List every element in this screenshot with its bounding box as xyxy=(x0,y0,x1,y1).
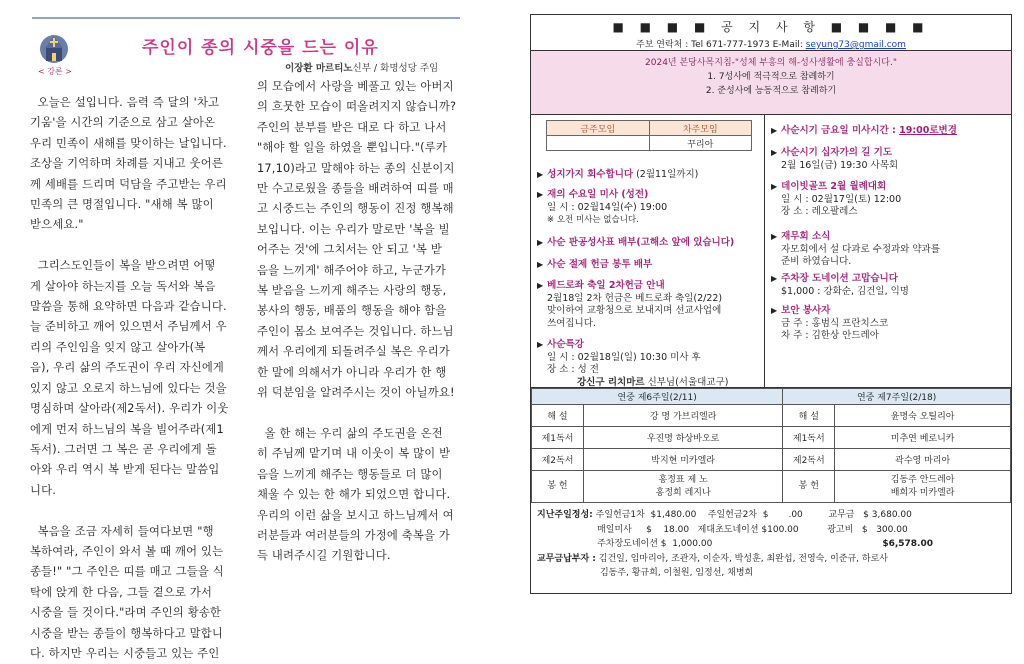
guideline-line-1: 1. 7성사에 적극적으로 참례하기 xyxy=(707,72,835,82)
sermon-line: 음을 느끼게 해주는 행동들로 더 많이 xyxy=(257,467,443,481)
sermon-line: 의 흐뭇한 모습이 떠올려지지 않습니까? xyxy=(257,100,457,114)
sermon-column-1 xyxy=(30,93,228,664)
sermon-line: 히 주님께 맡기며 내 이웃이 복 많이 받 xyxy=(257,447,451,461)
sermon-line: 받으세요." xyxy=(30,218,84,232)
sermon-line: 늘 준비하고 깨어 있으면서 주님께서 우 xyxy=(30,320,227,334)
table-row: 해 설 강 명 가브리엘라 해 설 윤명숙 오틸리아 xyxy=(532,405,1011,427)
liturgy-schedule-table xyxy=(531,388,1011,503)
sermon-line: 위 덕분임을 알려주시는 것이 아닐까요! xyxy=(257,386,455,400)
sermon-line: 독서). 그러면 그 복은 곧 우리에게 돌 xyxy=(30,442,217,456)
bullet-arrow-icon: ▶ xyxy=(537,170,544,179)
sermon-line xyxy=(30,501,228,521)
sermon-line: 복음을 조금 자세히 들여다보면 "행 xyxy=(30,524,214,538)
sermon-line: 한 말에 의해서가 아니라 우리가 한 행 xyxy=(257,365,447,379)
bullet-arrow-icon: ▶ xyxy=(771,274,778,283)
notice-ash-wednesday: ▶ 재의 수요일 미사 (성전) 일 시 : 02월14일(수) 19:00 ※ 오전 미사는 없습니다. xyxy=(537,189,668,225)
bullet-arrow-icon: ▶ xyxy=(771,306,778,315)
notice-lent-lecture: ▶ 사순특강 일 시 : 02월18일(일) 10:30 미사 후 장 소 : 성 전 강신구 리치마르 신부님(서울대교구) xyxy=(537,339,729,388)
sermon-title: 주인이 종의 시중을 드는 이유 xyxy=(142,38,379,58)
sermon-line: 오늘은 설입니다. 음력 즉 달의 '차고 xyxy=(30,96,220,109)
bullet-arrow-icon: ▶ xyxy=(537,260,544,269)
sermon-line: 종들!" "그 주인은 띠를 매고 그들을 식 xyxy=(30,565,224,579)
sermon-line: 시중을 들 것이다."라며 주인의 황송한 xyxy=(30,606,222,620)
notice-lent-envelope: ▶ 사순 절제 헌금 봉투 배부 xyxy=(537,259,653,270)
sermon-line: 득 내려주시길 기원합니다. xyxy=(257,549,391,563)
sermon-line: 보입니다. 이는 우리가 말로만 '복을 빌 xyxy=(257,222,450,236)
meeting-table xyxy=(546,120,752,151)
sermon-line: 만 수고로웠을 종들을 배려하여 띠를 매 xyxy=(257,182,454,196)
next-week-meeting-cell: 꾸리아 xyxy=(649,136,752,151)
sermon-line: 음), 우리 삶의 주도권이 우리 자신에게 xyxy=(30,361,225,375)
sermon-line: 말씀을 통해 요약하면 다음과 같습니다. xyxy=(30,300,227,314)
next-week-meeting-header: 차주모임 xyxy=(649,121,752,136)
sermon-line: 그리스도인들이 복을 받으려면 어떻 xyxy=(30,259,216,273)
notice-golf-tournament: ▶ 데이빗골프 2월 월례대회 일 시 : 02월17일(토) 12:00 장 소 : 레오팔레스 xyxy=(771,181,902,217)
notice-page xyxy=(530,14,1012,594)
guideline-line-2: 2. 준성사에 능동적으로 참례하기 xyxy=(705,86,837,96)
church-emblem-icon xyxy=(37,33,71,65)
bullet-arrow-icon: ▶ xyxy=(537,190,544,199)
sermon-line: 복하여라, 주인이 와서 볼 때 깨어 있는 xyxy=(30,544,224,558)
notice-finance-news: ▶ 재무회 소식 자모회에서 설 다과로 수정과와 약과를 준비 하였습니다. xyxy=(771,231,940,267)
emblem-caption: < 강론 > xyxy=(38,67,72,76)
bullet-arrow-icon: ▶ xyxy=(537,281,544,290)
sermon-line xyxy=(30,236,228,256)
this-week-meeting-header: 금주모임 xyxy=(547,121,650,136)
notice-header xyxy=(531,15,1011,51)
table-row: 봉 헌 홍정표 제 노 홍정희 레지나 봉 헌 김동주 안드레아 배희자 미카엘라 xyxy=(532,471,1011,503)
sermon-line: 민족의 큰 명절입니다. "새해 복 많이 xyxy=(30,198,214,212)
pastoral-guideline-band xyxy=(531,51,1011,115)
this-week-meeting-cell xyxy=(547,136,650,151)
top-divider xyxy=(32,17,460,19)
notice-stations-of-cross: ▶ 사순시기 십자가의 길 기도 2월 16일(금) 19:30 사목회 xyxy=(771,147,899,171)
contact-line: 주보 연락처 : Tel 671-777-1973 E-Mail: seyung73@gmail.com xyxy=(636,40,906,50)
notice-left-column xyxy=(531,115,764,387)
sermon-line xyxy=(257,404,456,424)
sermon-line: 기움'을 시간의 기준으로 삼고 살아온 xyxy=(30,116,216,130)
sermon-line: 17,10)라고 말해야 하는 종의 신분이지 xyxy=(257,161,455,175)
week6-header: 연중 제6주일(2/11) xyxy=(532,389,783,405)
sermon-line: 주인의 분부를 받은 대로 다 하고 나서 xyxy=(257,120,447,134)
sermon-line: 주인이 몸소 보여주는 것입니다. 하느님 xyxy=(257,324,454,338)
sermon-line: 다. 하지만 우리는 시중들고 있는 주인 xyxy=(30,646,220,660)
sermon-line: 아와 우리 역시 복 받게 된다는 말씀입 xyxy=(30,463,220,477)
notice-right-column xyxy=(765,115,1011,387)
sermon-line: 시중을 받는 종들이 행복하다고 말합니 xyxy=(30,626,223,640)
sermon-line: 채울 수 있는 한 해가 되었으면 합니다. xyxy=(257,488,451,502)
notice-confession-card: ▶ 사순 판공성사표 배부(고해소 앞에 있습니다) xyxy=(537,237,735,248)
guideline-heading: 2024년 본당사목지침-"성체 부흥의 해-성사생활에 충실합시다." xyxy=(645,58,897,68)
notice-parking-donation: ▶ 주차장 도네이션 고맙습니다 $1,000 : 강화순, 김건일, 익명 xyxy=(771,273,909,297)
week7-header: 연중 제7주일(2/18) xyxy=(783,389,1011,405)
bullet-arrow-icon: ▶ xyxy=(537,340,544,349)
notice-friday-mass: ▶ 사순시기 금요일 미사시간 : 19:00로변경 xyxy=(771,125,957,136)
sermon-line: 탁에 앉게 한 다음, 그들 곁으로 가서 xyxy=(30,585,213,599)
sermon-line: 의 모습에서 사랑을 베풀고 있는 아버지 xyxy=(257,80,454,93)
finance-total: $6,578.00 xyxy=(882,539,934,549)
sermon-line: 어주는 것'에 그치서는 안 되고 '복 받 xyxy=(257,243,442,257)
sermon-line: 에게 먼저 하느님의 복을 빌어주라(제1 xyxy=(30,422,224,436)
sermon-line: 올 한 해는 우리 삶의 주도권을 온전 xyxy=(257,426,443,440)
sermon-author: 이장환 마르티노신부 / 화명성당 주임 xyxy=(285,63,439,74)
sermon-line: "해야 할 일을 하였을 뿐입니다."(루카 xyxy=(257,141,447,155)
email-link[interactable]: seyung73@gmail.com xyxy=(805,40,906,50)
notice-security-volunteers: ▶ 보안 봉사자 금 주 : 홍범식 프란치스코 차 주 : 김한상 안드레아 xyxy=(771,305,889,341)
bullet-arrow-icon: ▶ xyxy=(771,232,778,241)
sermon-line: 있지 않고 오로지 하느님에 있다는 것을 xyxy=(30,381,227,395)
notice-palm-return: ▶ 성지가지 회수합니다 (2월11일까지) xyxy=(537,169,699,180)
sermon-line: 께서 우리에게 되돌려주실 복은 우리가 xyxy=(257,345,450,359)
notice-peter-collection: ▶ 베드로좌 축일 2차헌금 안내 2월18일 2차 헌금은 베드로좌 축일(2/22) 맞이하여 교황청으로 보내지며 선교사업에 쓰여집니다. xyxy=(537,280,723,329)
sermon-line: 고 시중드는 주인의 행동이 진정 행복해 xyxy=(257,202,454,216)
sermon-line: 우리의 이런 삶을 보시고 하느님께서 여 xyxy=(257,508,454,522)
bullet-arrow-icon: ▶ xyxy=(771,126,778,135)
notice-title: ■ ■ ■ ■ 공 지 사 항 ■ ■ ■ ■ xyxy=(612,20,930,34)
sermon-line: 음을 느끼게' 해주어야 하고, 누군가가 xyxy=(257,263,446,277)
sermon-line: 니다. xyxy=(30,483,57,497)
table-row: 제1독서 우진명 하상바오로 제1독서 미추연 베로니카 xyxy=(532,427,1011,449)
sermon-line: 게 살아야 하는지를 오늘 독서와 복음 xyxy=(30,279,216,293)
sermon-column-2 xyxy=(257,77,456,567)
sermon-line: 봉사의 행동, 배품의 행동을 해야 함을 xyxy=(257,304,447,318)
sermon-line: 우리 민족이 새해를 맞이하는 날입니다. xyxy=(30,136,227,150)
table-row: 제2독서 박지현 미카엘라 제2독서 곽수영 마리아 xyxy=(532,449,1011,471)
sermon-line: 조상을 기억하며 차례를 지내고 웃어른 xyxy=(30,157,223,171)
bullet-arrow-icon: ▶ xyxy=(771,182,778,191)
sermon-line: 복 받음을 느끼게 해주는 사랑의 행동, xyxy=(257,284,447,298)
bullet-arrow-icon: ▶ xyxy=(537,238,544,247)
finance-summary: 지난주일정성: 주일헌금1차 $1,480.00 주일헌금2차 $ .00 교무금 $ 3,680.00 매일미사 $ 18.00 제대초도네이션 $100.00 광고비 $ 300.00 주차장도네이션 $ 1,000.00 $6,578.00 교무금납부자 : 김건일, 임마리아, 조관자, 이순자, 박성훈, 최완섭, 전영숙, 이준규, 하로사 김동주, 황규희, 이철원, 임정선, 채병희 xyxy=(537,510,934,578)
sermon-line: 리의 주인임을 잊지 않고 살아가(복 xyxy=(30,340,206,354)
sermon-line: 러분들과 여러분들의 가정에 축복을 가 xyxy=(257,528,450,542)
bullet-arrow-icon: ▶ xyxy=(771,148,778,157)
sermon-line: 명심하며 살아라(제2독서). 우리가 이웃 xyxy=(30,402,229,416)
sermon-line: 께 세배를 드리며 덕담을 주고받는 우리 xyxy=(30,177,227,191)
sermon-page xyxy=(0,0,470,660)
